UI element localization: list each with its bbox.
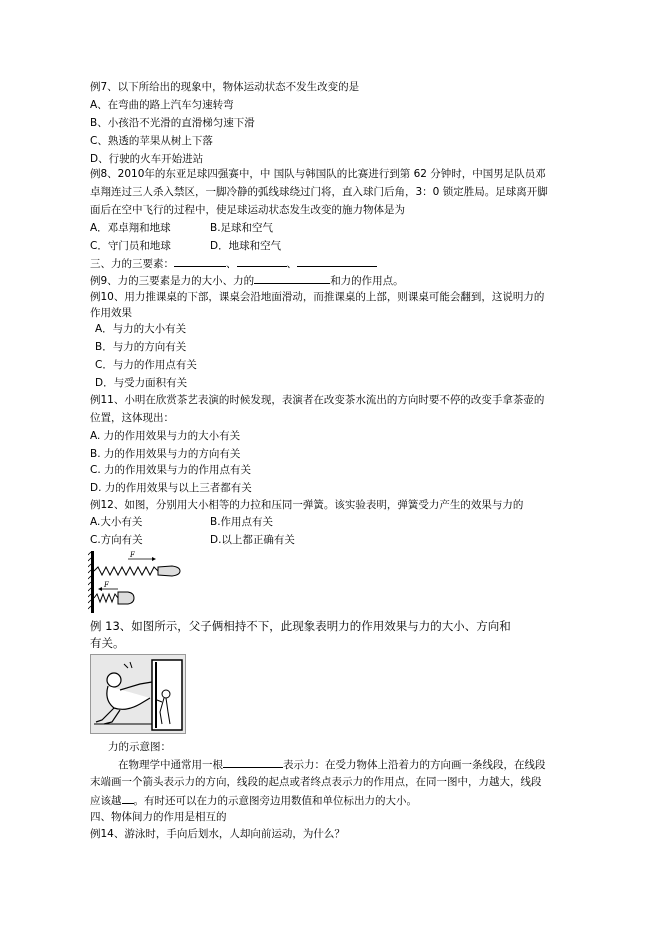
ex9-blank[interactable] xyxy=(254,273,330,284)
ex11-option-d: D. 力的作用效果与以上三者都有关 xyxy=(90,482,252,494)
ex7-option-d: D、行驶的火车开始进站 xyxy=(90,153,204,165)
section-3-heading: 三、力的三要素： 、 、 xyxy=(90,256,377,271)
son-head xyxy=(162,690,170,698)
ex12-option-b: B.作用点有关 xyxy=(210,516,274,528)
ex12-option-d: D.以上都正确有关 xyxy=(210,534,295,546)
force-diagram-line-1: 在物理学中通常用一根 表示力：在受力物体上沿着力的方向画一条线段，在线段 xyxy=(118,759,546,771)
ex8-line-3: 面后在空中飞行的过程中，使足球运动状态发生改变的施力物体是为 xyxy=(90,204,405,216)
ex10-option-d: D．与受力面积有关 xyxy=(95,377,188,389)
ex10-line-2: 作用效果 xyxy=(90,307,132,319)
ex10-option-b: B．与力的方向有关 xyxy=(95,341,187,353)
pulling-hand xyxy=(158,566,180,576)
ex10-option-a: A．与力的大小有关 xyxy=(95,323,187,335)
ex11-option-c: C. 力的作用效果与力的作用点有关 xyxy=(90,464,252,476)
pull-force-label: F xyxy=(130,551,135,559)
ex11-line-2: 位置，这体现出： xyxy=(90,412,174,424)
force-diagram-blank-2[interactable] xyxy=(122,793,134,804)
ex12-option-a: A.大小有关 xyxy=(90,516,143,528)
wall-hatch xyxy=(88,552,91,609)
ex11-line-1: 例11、小明在欣赏茶艺表演的时候发现，表演者在改变茶水流出的方向时要不停的改变手拿茶壶的 xyxy=(90,394,545,406)
blank-2[interactable] xyxy=(237,256,287,267)
ex14-question: 例14、游泳时，手向后划水，人却向前运动，为什么？ xyxy=(90,828,345,840)
wall xyxy=(91,551,94,613)
ex13-line-1: 例 13、如图所示，父子俩相持不下，此现象表明力的作用效果与力的大小、方向和 xyxy=(90,619,511,633)
ex7-option-c: C、熟透的苹果从树上下落 xyxy=(90,135,213,147)
father-son-door-figure xyxy=(90,654,186,734)
ex11-option-a: A. 力的作用效果与力的大小有关 xyxy=(90,430,241,442)
ex7-option-a: A、在弯曲的路上汽车匀速转弯 xyxy=(90,99,234,111)
ex12-option-c: C.方向有关 xyxy=(90,534,143,546)
ex8-line-1: 例8、2010年的东亚足球四强赛中，中 国队与韩国队的比赛进行到第 62 分钟时，中国男足队员邓 xyxy=(90,168,546,180)
blank-3[interactable] xyxy=(297,256,377,267)
force-diagram-line-3: 应该越 。有时还可以在力的示意图旁边用数值和单位标出力的大小。 xyxy=(90,795,417,807)
force-diagram-blank-1[interactable] xyxy=(223,757,283,768)
ex11-option-b: B. 力的作用效果与力的方向有关 xyxy=(90,448,241,460)
ex8-option-b: B.足球和空气 xyxy=(210,222,274,234)
ex9-line: 例9、力的三要素是力的大小、力的 和力的作用点。 xyxy=(90,275,404,287)
blank-1[interactable] xyxy=(174,256,226,267)
stretched-spring xyxy=(94,567,158,575)
ex13-line-2: 有关。 xyxy=(90,636,125,650)
ex8-option-c: C．守门员和地球 xyxy=(90,240,171,252)
ex8-option-d: D．地球和空气 xyxy=(210,240,282,252)
force-diagram-line-2: 末端画一个箭头表示力的方向，线段的起点或者终点表示力的作用点，在同一图中，力越大，线段 xyxy=(90,776,542,788)
force-diagram-title: 力的示意图： xyxy=(108,741,171,753)
compressed-spring xyxy=(94,594,118,602)
push-arrow-head xyxy=(98,587,102,591)
section-4-heading: 四、物体间力的作用是相互的 xyxy=(90,811,227,823)
pushing-hand xyxy=(118,592,134,604)
ex10-option-c: C．与力的作用点有关 xyxy=(95,359,197,371)
ex8-option-a: A．邓卓翔和地球 xyxy=(90,222,171,234)
ex7-option-b: B、小孩沿不光滑的直滑梯匀速下滑 xyxy=(90,117,255,129)
pull-arrow-head xyxy=(152,557,156,561)
father-head xyxy=(107,673,121,687)
ex10-line-1: 例10、用力推课桌的下部，课桌会沿地面滑动，而推课桌的上部，则课桌可能会翻到，这说明力的 xyxy=(90,291,545,303)
ex7-question: 例7、以下所给出的现象中，物体运动状态不发生改变的是 xyxy=(90,81,360,93)
ex8-line-2: 卓翔连过三人杀入禁区，一脚冷静的弧线球绕过门将，直入球门后角，3：0 锁定胜局。足球离开脚 xyxy=(90,186,548,198)
spring-figure xyxy=(88,551,184,613)
push-force-label: F xyxy=(104,581,109,589)
ex12-question: 例12、如图，分别用大小相等的力拉和压同一弹簧。该实验表明，弹簧受力产生的效果与力的 xyxy=(90,499,524,511)
